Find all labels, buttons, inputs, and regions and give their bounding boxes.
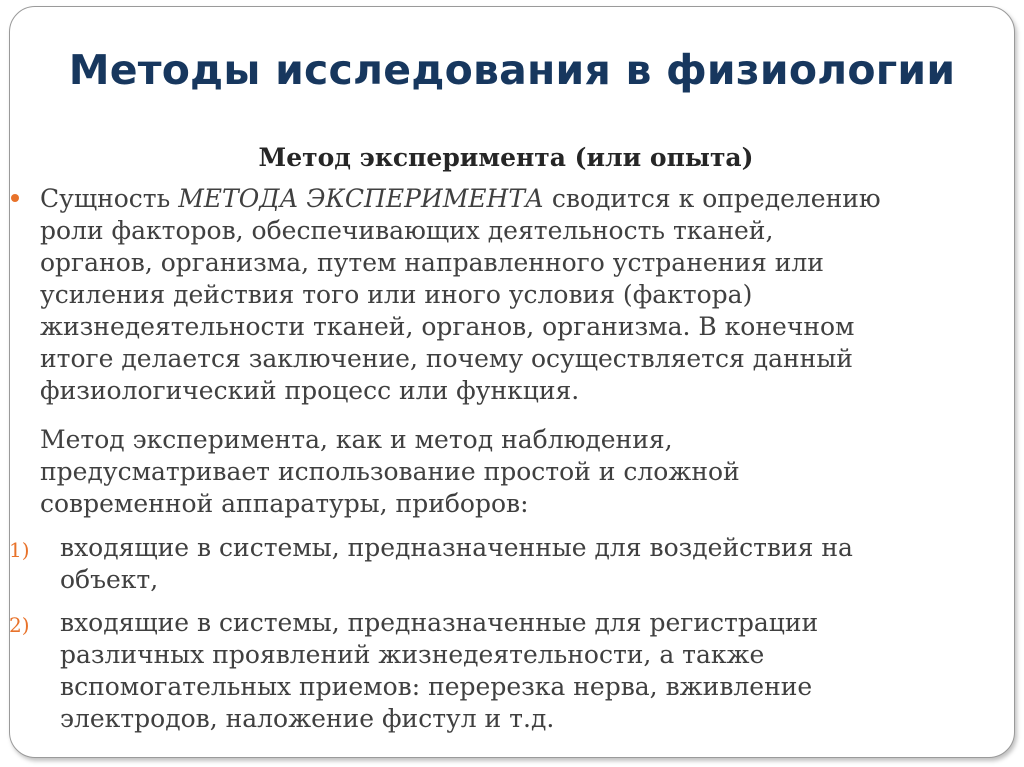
bullet-line-1-end: сводится к определению xyxy=(543,184,881,213)
bullet-line-1-emphasis: МЕТОДА ЭКСПЕРИМЕНТА xyxy=(178,184,544,213)
list-item-2-line-1: входящие в системы, предназначенные для регистрации xyxy=(60,608,819,637)
list-item-1-line-1: входящие в системы, предназначенные для воздействия на xyxy=(60,533,853,562)
slide-title: Методы исследования в физиологии xyxy=(68,46,956,94)
bullet-line-1-start: Сущность xyxy=(40,184,179,213)
bullet-line-3: органов, организма, путем направленного устранения или xyxy=(40,248,824,277)
bullet-line-2: роли факторов, обеспечивающих деятельность тканей, xyxy=(40,216,774,245)
list-number-1: 1) xyxy=(9,538,30,562)
bullet-paragraph xyxy=(40,183,1000,407)
paragraph-2-line-2: предусматривает использование простой и сложной xyxy=(40,457,740,486)
bullet-line-7: физиологический процесс или функция. xyxy=(40,376,580,405)
list-item-2-line-2: различных проявлений жизнедеятельности, а также xyxy=(60,640,765,669)
list-item-2 xyxy=(60,607,1010,735)
paragraph-2-line-3: современной аппаратуры, приборов: xyxy=(40,489,529,518)
list-item-1 xyxy=(60,532,1010,596)
list-item-1-line-2: объект, xyxy=(60,565,159,594)
paragraph-2-line-1: Метод эксперимента, как и метод наблюдения, xyxy=(40,425,673,454)
list-item-2-line-4: электродов, наложение фистул и т.д. xyxy=(60,704,555,733)
list-item-2-line-3: вспомогательных приемов: перерезка нерва, вживление xyxy=(60,672,813,701)
bullet-line-6: итоге делается заключение, почему осуществляется данный xyxy=(40,344,853,373)
slide-subtitle: Метод эксперимента (или опыта) xyxy=(258,143,754,172)
bullet-line-5: жизнедеятельности тканей, органов, организма. В конечном xyxy=(40,312,855,341)
paragraph-2 xyxy=(40,424,1000,520)
bullet-line-1 xyxy=(40,183,1000,215)
list-number-2: 2) xyxy=(9,613,30,637)
bullet-line-4: усиления действия того или иного условия (фактора) xyxy=(40,280,753,309)
bullet-dot-icon xyxy=(11,194,19,202)
